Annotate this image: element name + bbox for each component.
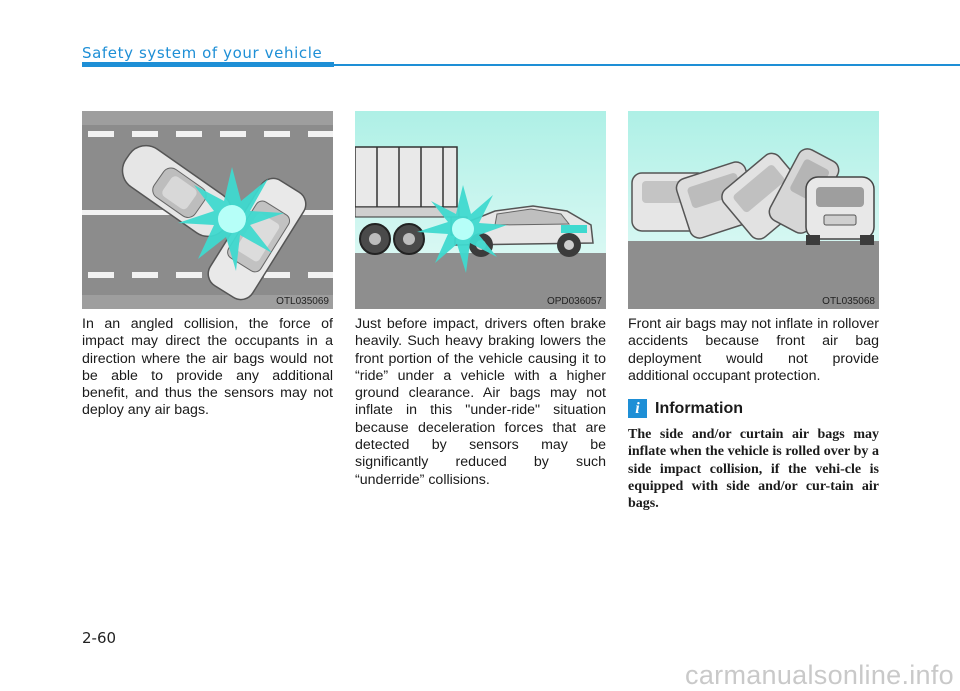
figure-underride-collision: [355, 111, 606, 309]
angled-collision-illustration: [82, 111, 333, 309]
body-text-rollover: Front air bags may not inflate in rollover accidents because front air bag deployment would not provide additional occupant protection.: [628, 316, 879, 384]
figure-caption: OTL035069: [276, 296, 329, 307]
body-text-angled-collision: In an angled collision, the force of impact may direct the occupants in a direction where the air bags would not be able to provide any additional benefit, and thus the sensors may not deploy any air bags.: [82, 316, 333, 419]
underride-collision-illustration: [355, 111, 606, 309]
figure-angled-collision: [82, 111, 333, 309]
information-icon: i: [628, 399, 647, 418]
body-text-underride: Just before impact, drivers often brake heavily. Such heavy braking lowers the front portion of the vehicle causing it to “ride” under a vehicle with a higher ground clearance. Air bags may not inflate in this "under-ride" situation because deceleration forces that are detected by sensors may be significantly reduced by such “underride” collisions.: [355, 316, 606, 488]
rollover-collision-illustration: [628, 111, 879, 309]
information-heading: [628, 399, 743, 418]
section-title: Safety system of your vehicle: [82, 44, 323, 62]
figure-caption: OTL035068: [822, 296, 875, 307]
figure-rollover-collision: [628, 111, 879, 309]
information-text: The side and/or curtain air bags may inflate when the vehicle is rolled over by a side impact collision, if the vehi-cle is equipped with side and/or cur-tain air bags.: [628, 427, 879, 512]
information-title: Information: [655, 399, 743, 417]
page-number: 2-60: [82, 629, 117, 647]
watermark: carmanualsonline.info: [685, 660, 954, 690]
figure-caption: OPD036057: [546, 296, 602, 307]
header-rule: [82, 64, 960, 66]
